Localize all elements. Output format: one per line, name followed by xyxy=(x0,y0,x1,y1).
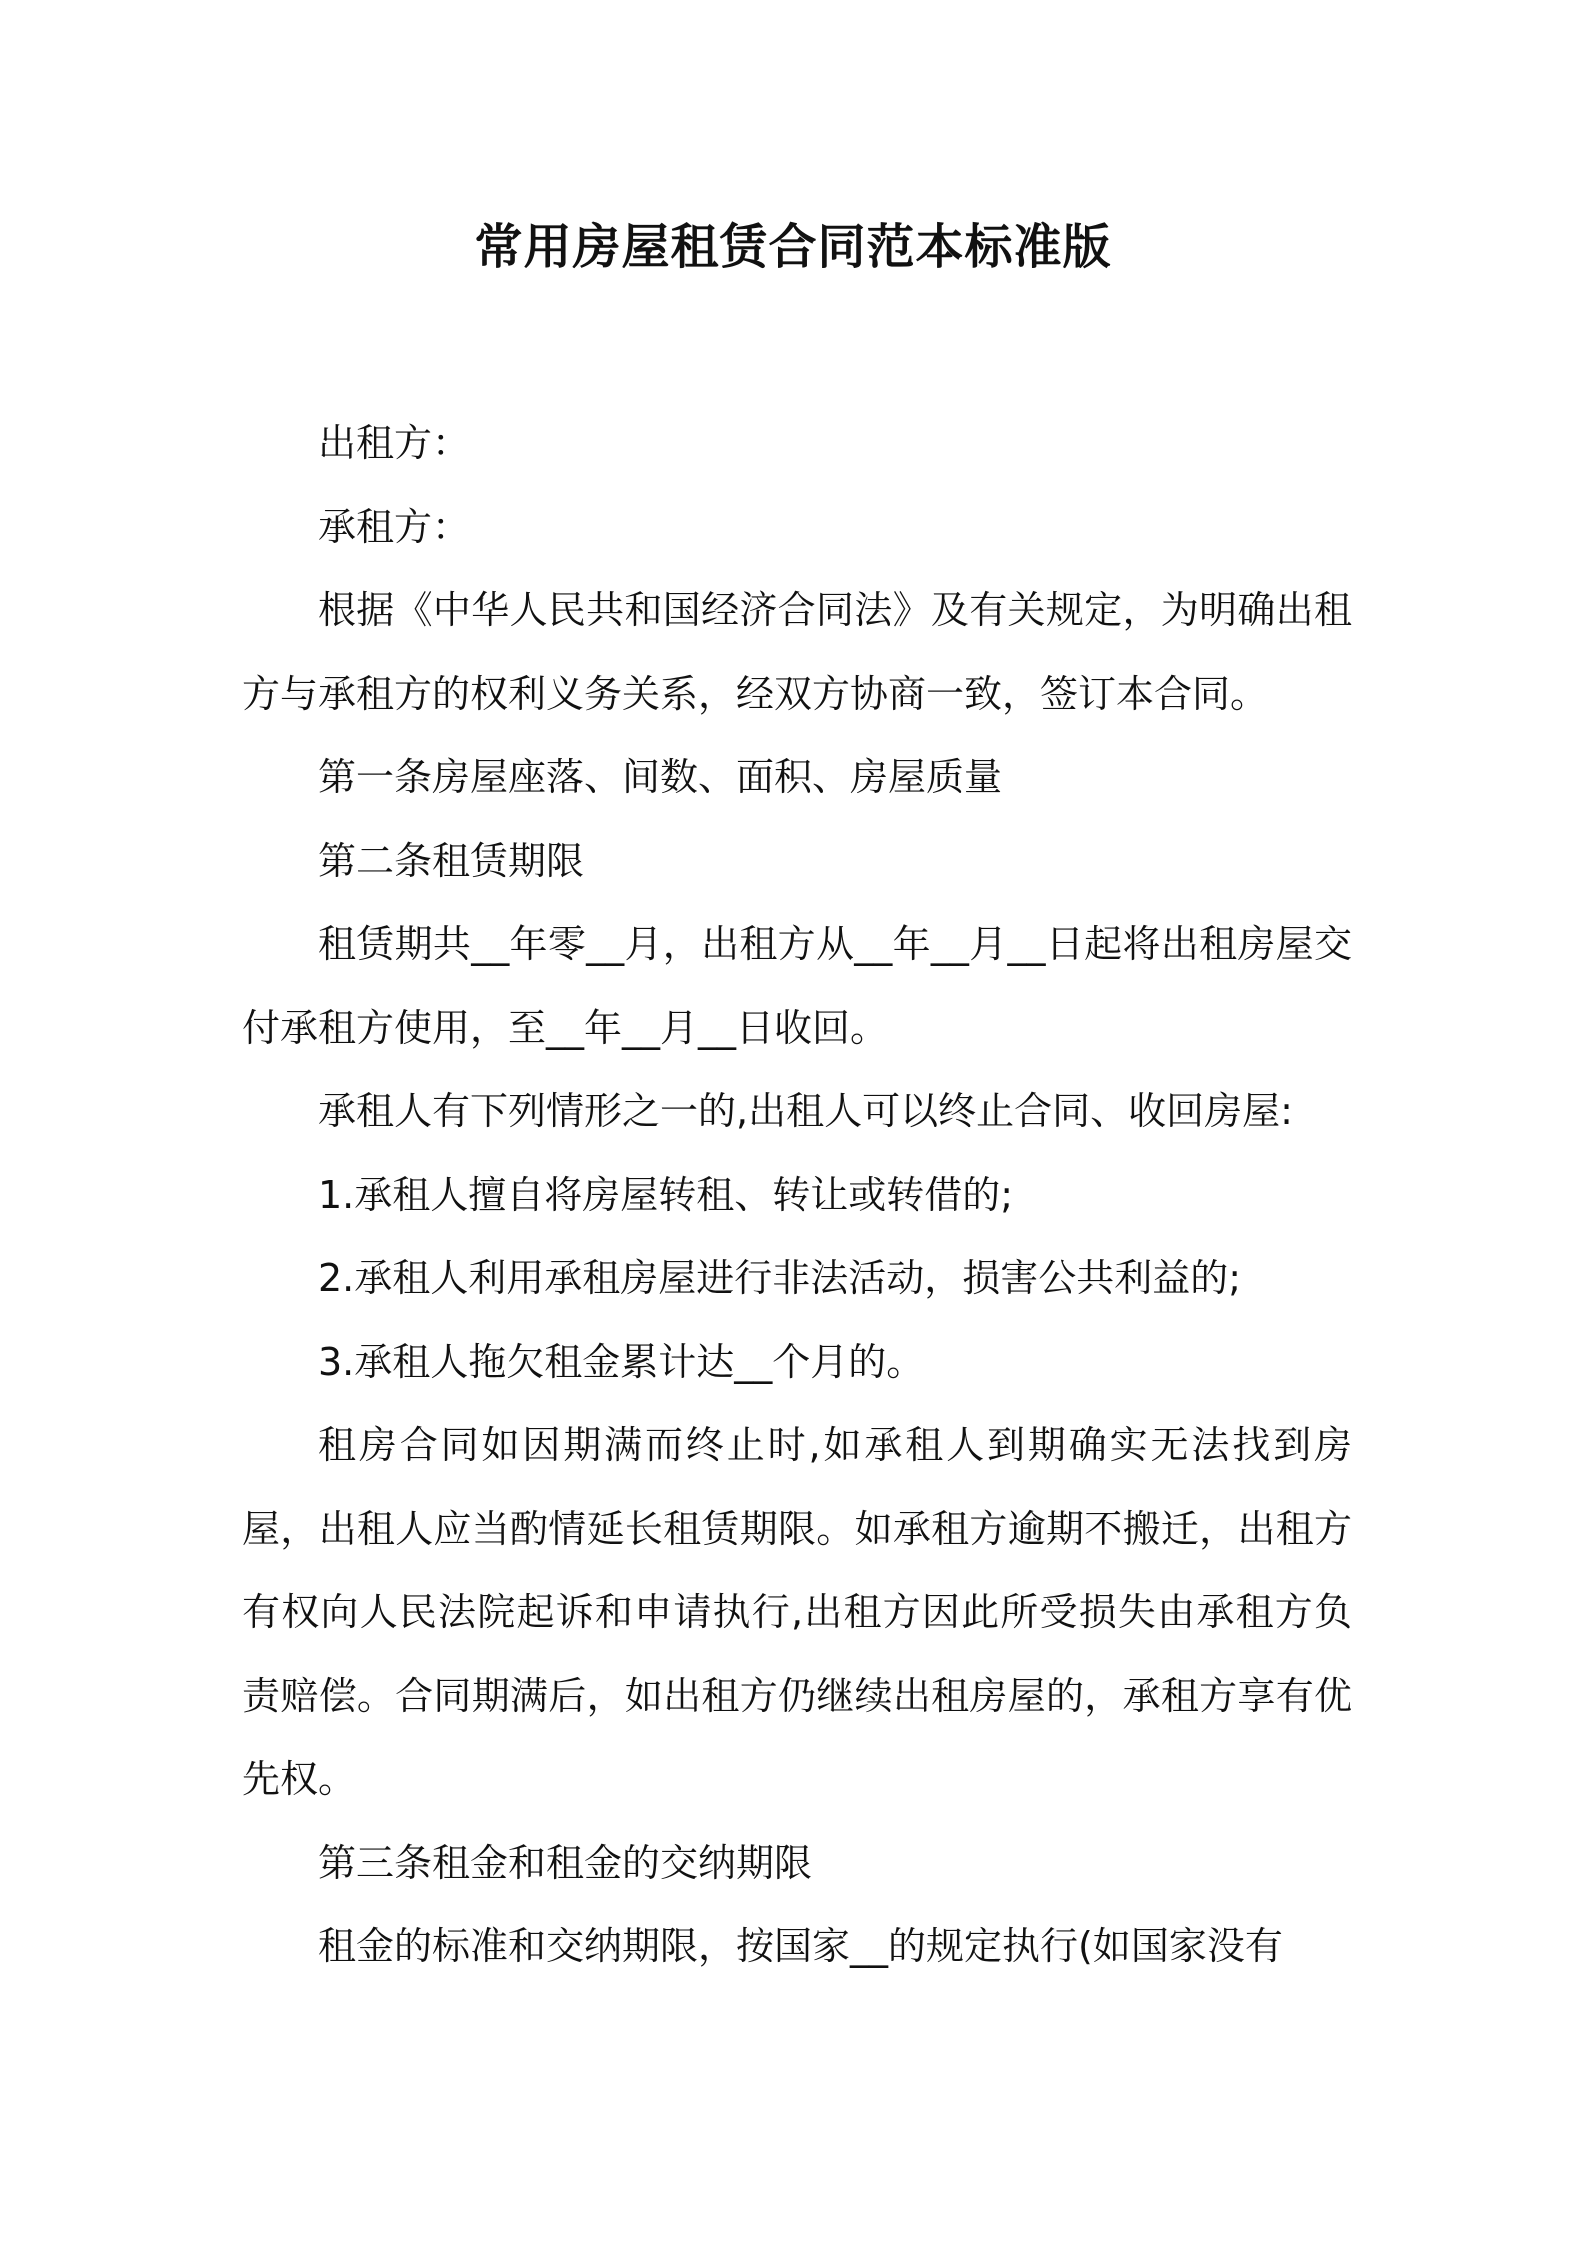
document-body xyxy=(242,402,1352,1989)
paragraph-lease-term: 租赁期共__年零__月，出租方从__年__月__日起将出租房屋交付承租方使用，至__年__月__日收回。 xyxy=(242,922,1352,1050)
paragraph-lessor: 出租方： xyxy=(318,421,471,465)
paragraph-expiry: 租房合同如因期满而终止时,如承租人到期确实无法找到房屋，出租人应当酌情延长租赁期限。如承租方逾期不搬迁，出租方有权向人民法院起诉和申请执行,出租方因此所受损失由承租方负责赔偿。合同期满后，如出租方仍继续出租房屋的，承租方享有优先权。 xyxy=(242,1423,1352,1801)
list-item-3: 3.承租人拖欠租金累计达__个月的。 xyxy=(318,1339,925,1384)
paragraph-preamble: 根据《中华人民共和国经济合同法》及有关规定，为明确出租方与承租方的权利义务关系，经双方协商一致，签订本合同。 xyxy=(242,588,1352,716)
paragraph-termination-conditions: 承租人有下列情形之一的,出租人可以终止合同、收回房屋: xyxy=(318,1089,1293,1133)
paragraph-rent-standard: 租金的标准和交纳期限，按国家__的规定执行(如国家没有 xyxy=(318,1924,1283,1968)
article-3-heading: 第三条租金和租金的交纳期限 xyxy=(318,1840,813,1885)
paragraph-lessee: 承租方： xyxy=(318,504,471,549)
article-1-heading: 第一条房屋座落、间数、面积、房屋质量 xyxy=(318,755,1003,799)
list-item-2: 2.承租人利用承租房屋进行非法活动，损害公共利益的; xyxy=(318,1256,1242,1300)
list-item-1: 1.承租人擅自将房屋转租、转让或转借的; xyxy=(318,1172,1014,1217)
document-title: 常用房屋租赁合同范本标准版 xyxy=(474,219,1112,275)
article-2-heading: 第二条租赁期限 xyxy=(318,838,585,883)
